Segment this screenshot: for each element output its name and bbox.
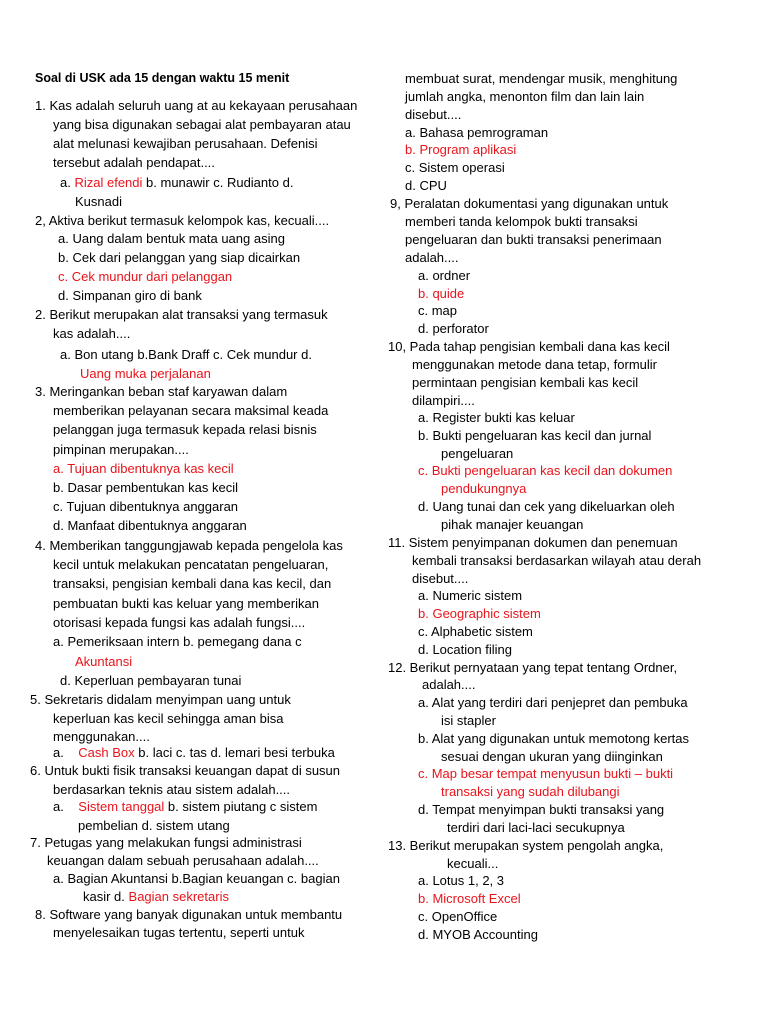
option-line: a. Cash Box b. laci c. tas d. lemari besi terbuka: [53, 745, 335, 760]
right-line: disebut....: [412, 571, 469, 586]
answer-key: b. Microsoft Excel: [418, 891, 521, 906]
right-line: c. Sistem operasi: [405, 160, 505, 175]
right-line: kecuali...: [447, 856, 499, 871]
left-line: kas adalah....: [53, 326, 131, 341]
right-line: d. Tempat menyimpan bukti transaksi yang: [418, 802, 665, 817]
left-line: 8. Software yang banyak digunakan untuk membantu: [35, 907, 343, 922]
right-line: a. ordner: [418, 268, 471, 283]
answer-key: c. Cek mundur dari pelanggan: [58, 269, 233, 284]
answer-key: Sistem tanggal: [78, 799, 165, 814]
answer-key: b. Program aplikasi: [405, 142, 517, 157]
right-line: disebut....: [405, 107, 462, 122]
left-line: kecil untuk melakukan pencatatan pengeluaran,: [53, 557, 329, 572]
left-line: otorisasi kepada fungsi kas adalah fungsi....: [53, 615, 306, 630]
right-line: d. Location filing: [418, 642, 512, 657]
answer-key: c. Bukti pengeluaran kas kecil dan dokumen: [418, 463, 673, 478]
answer-key: Bagian sekretaris: [128, 889, 229, 904]
answer-key: b. Geographic sistem: [418, 606, 541, 621]
left-line: Kusnadi: [75, 194, 122, 209]
left-line: b. Dasar pembentukan kas kecil: [53, 480, 238, 495]
option-line: kasir d. Bagian sekretaris: [83, 889, 229, 904]
answer-key: Cash Box: [78, 745, 135, 760]
left-line: 5. Sekretaris didalam menyimpan uang untuk: [30, 692, 291, 707]
left-line: pelanggan juga termasuk kepada relasi bisnis: [53, 422, 317, 437]
answer-key: Rizal efendi: [74, 175, 143, 190]
right-line: 13. Berikut merupakan system pengolah angka,: [388, 838, 664, 853]
right-line: 12. Berikut pernyataan yang tepat tentang Ordner,: [388, 660, 678, 675]
right-line: isi stapler: [441, 713, 496, 728]
left-line: b. Cek dari pelanggan yang siap dicairkan: [58, 250, 301, 265]
right-line: a. Register bukti kas keluar: [418, 410, 575, 425]
right-line: a. Bahasa pemrograman: [405, 125, 549, 140]
left-line: d. Keperluan pembayaran tunai: [60, 673, 242, 688]
left-line: 4. Memberikan tanggungjawab kepada pengelola kas: [35, 538, 343, 553]
right-line: adalah....: [422, 677, 476, 692]
left-line: 1. Kas adalah seluruh uang at au kekayaan perusahaan: [35, 98, 358, 113]
right-line: kembali transaksi berdasarkan wilayah atau derah: [412, 553, 702, 568]
left-line: berdasarkan teknis atau sistem adalah....: [53, 782, 291, 797]
left-line: keuangan dalam sebuah perusahaan adalah....: [47, 853, 319, 868]
left-line: 7. Petugas yang melakukan fungsi administrasi: [30, 835, 302, 850]
left-line: alat melunasi kewajiban perusahaan. Defenisi: [53, 136, 318, 151]
right-line: pengeluaran: [441, 446, 514, 461]
right-line: b. Alat yang digunakan untuk memotong kertas: [418, 731, 690, 746]
left-line: yang bisa digunakan sebagai alat pembayaran atau: [53, 117, 351, 132]
right-line: pihak manajer keuangan: [441, 517, 584, 532]
answer-key: b. quide: [418, 286, 465, 301]
right-line: c. Alphabetic sistem: [418, 624, 533, 639]
right-line: 9, Peralatan dokumentasi yang digunakan untuk: [390, 196, 669, 211]
right-line: c. OpenOffice: [418, 909, 498, 924]
answer-key: pendukungnya: [441, 481, 527, 496]
right-line: menggunakan metode dana tetap, formulir: [412, 357, 657, 372]
left-line: d. Manfaat dibentuknya anggaran: [53, 518, 247, 533]
left-line: memberikan pelayanan secara maksimal keada: [53, 403, 329, 418]
left-line: a. Pemeriksaan intern b. pemegang dana c: [53, 634, 302, 649]
right-line: a. Lotus 1, 2, 3: [418, 873, 505, 888]
left-line: 3. Meringankan beban staf karyawan dalam: [35, 384, 288, 399]
right-line: d. Uang tunai dan cek yang dikeluarkan oleh: [418, 499, 675, 514]
left-line: pimpinan merupakan....: [53, 442, 189, 457]
left-line: pembuatan bukti kas keluar yang memberikan: [53, 596, 319, 611]
right-line: c. map: [418, 303, 458, 318]
left-line: a. Bagian Akuntansi b.Bagian keuangan c. bagian: [53, 871, 340, 886]
left-line: tersebut adalah pendapat....: [53, 155, 215, 170]
right-line: a. Alat yang terdiri dari penjepret dan pembuka: [418, 695, 688, 710]
left-line: pembelian d. sistem utang: [78, 818, 230, 833]
left-line: a. Uang dalam bentuk mata uang asing: [58, 231, 285, 246]
right-line: membuat surat, mendengar musik, menghitung: [405, 71, 678, 86]
left-line: d. Simpanan giro di bank: [58, 288, 202, 303]
answer-key: Akuntansi: [75, 654, 133, 669]
left-line: 2, Aktiva berikut termasuk kelompok kas, kecuali....: [35, 213, 330, 228]
option-line: a. Sistem tanggal b. sistem piutang c sistem: [53, 799, 318, 814]
right-line: dilampiri....: [412, 393, 475, 408]
answer-key: c. Map besar tempat menyusun bukti – bukti: [418, 766, 674, 781]
right-line: d. MYOB Accounting: [418, 927, 538, 942]
right-line: d. perforator: [418, 321, 489, 336]
answer-key: transaksi yang sudah dilubangi: [441, 784, 620, 799]
right-line: sesuai dengan ukuran yang diinginkan: [441, 749, 663, 764]
right-line: a. Numeric sistem: [418, 588, 523, 603]
right-line: jumlah angka, menonton film dan lain lain: [405, 89, 645, 104]
left-line: c. Tujuan dibentuknya anggaran: [53, 499, 239, 514]
left-line: a. Bon utang b.Bank Draff c. Cek mundur d.: [60, 347, 312, 362]
option-line: a. Rizal efendi b. munawir c. Rudianto d.: [60, 175, 294, 190]
left-line: menggunakan....: [53, 729, 150, 744]
answer-key: a. Tujuan dibentuknya kas kecil: [53, 461, 234, 476]
right-line: memberi tanda kelompok bukti transaksi: [405, 214, 638, 229]
right-line: terdiri dari laci-laci secukupnya: [447, 820, 625, 835]
left-line: keperluan kas kecil sehingga aman bisa: [53, 711, 284, 726]
left-line: 6. Untuk bukti fisik transaksi keuangan dapat di susun: [30, 763, 341, 778]
right-line: 10, Pada tahap pengisian kembali dana kas kecil: [388, 339, 670, 354]
right-line: d. CPU: [405, 178, 447, 193]
page-title: Soal di USK ada 15 dengan waktu 15 menit: [35, 71, 290, 85]
right-line: b. Bukti pengeluaran kas kecil dan jurnal: [418, 428, 652, 443]
answer-key: Uang muka perjalanan: [80, 366, 211, 381]
right-line: permintaan pengisian kembali kas kecil: [412, 375, 639, 390]
left-line: transaksi, pengisian kembali dana kas kecil, dan: [53, 576, 332, 591]
left-line: 2. Berikut merupakan alat transaksi yang termasuk: [35, 307, 328, 322]
left-line: menyelesaikan tugas tertentu, seperti untuk: [53, 925, 305, 940]
right-line: 11. Sistem penyimpanan dokumen dan penemuan: [388, 535, 678, 550]
right-line: adalah....: [405, 250, 459, 265]
right-line: pengeluaran dan bukti transaksi penerimaan: [405, 232, 662, 247]
